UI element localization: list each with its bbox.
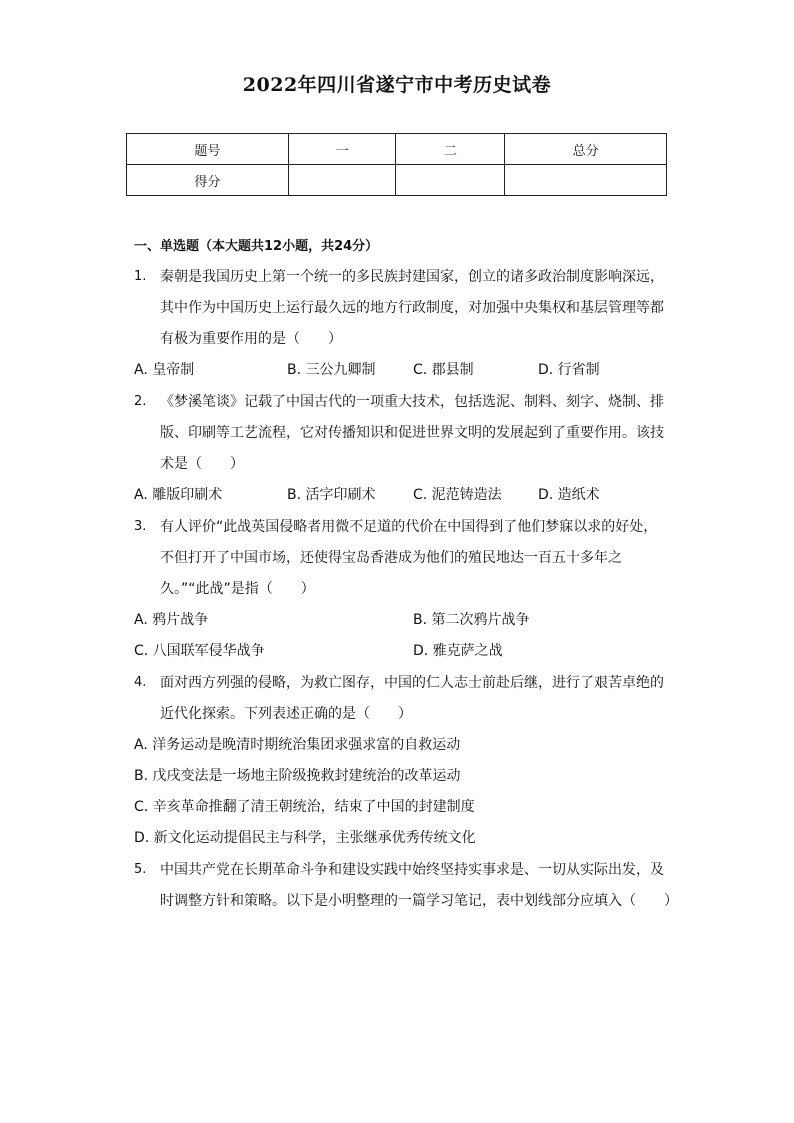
- score-table-header-cell: 题号: [127, 134, 289, 165]
- question-number: 3.: [134, 519, 147, 534]
- score-table-empty-cell: [396, 165, 505, 196]
- score-table-empty-cell: [505, 165, 667, 196]
- question-text-line: 有极为重要作用的是（ ）: [160, 331, 342, 347]
- answer-option: B. 第二次鸦片战争: [413, 612, 530, 628]
- question-text-line: 《梦溪笔谈》记载了中国古代的一项重大技术，包括选泥、制料、刻字、烧制、排: [160, 394, 664, 410]
- answer-option: D. 雅克萨之战: [413, 643, 503, 659]
- question-text-line: 术是（ ）: [160, 456, 244, 472]
- question-number: 5.: [134, 862, 147, 877]
- answer-option: B. 活字印刷术: [287, 487, 376, 503]
- answer-option: C. 泥范铸造法: [413, 487, 502, 503]
- question-text-line: 不但打开了中国市场，还使得宝岛香港成为他们的殖民地达一百五十多年之: [160, 550, 622, 566]
- question-text-line: 秦朝是我国历史上第一个统一的多民族封建国家，创立的诸多政治制度影响深远，: [160, 269, 664, 285]
- answer-option: C. 八国联军侵华战争: [134, 643, 265, 659]
- question-text-line: 面对西方列强的侵略，为救亡图存，中国的仁人志士前赴后继，进行了艰苦卓绝的: [160, 675, 664, 691]
- page-title: 2022年四川省遂宁市中考历史试卷: [242, 74, 552, 96]
- question-text-line: 近代化探索。下列表述正确的是（ ）: [160, 706, 412, 722]
- question-number: 2.: [134, 394, 147, 409]
- question-text-line: 中国共产党在长期革命斗争和建设实践中始终坚持实事求是、一切从实际出发，及: [160, 862, 664, 878]
- score-table-score-row: [127, 165, 667, 196]
- score-table-row-label: 得分: [127, 165, 289, 196]
- answer-option: A. 皇帝制: [134, 362, 195, 378]
- score-table-header-cell: 总分: [505, 134, 667, 165]
- answer-option: D. 新文化运动提倡民主与科学，主张继承优秀传统文化: [134, 830, 476, 846]
- question-text-line: 久。”“此战”是指（ ）: [160, 581, 315, 597]
- score-table-header-row: [127, 134, 667, 165]
- question-number: 1.: [134, 269, 147, 284]
- answer-option: D. 造纸术: [538, 487, 600, 503]
- question-number: 4.: [134, 675, 147, 690]
- answer-option: D. 行省制: [538, 362, 600, 378]
- section-heading: 一、单选题（本大题共12小题，共24分）: [134, 239, 379, 254]
- question-text-line: 时调整方针和策略。以下是小明整理的一篇学习笔记，表中划线部分应填入（ ）: [160, 893, 678, 909]
- question-text-line: 版、印刷等工艺流程，它对传播知识和促进世界文明的发展起到了重要作用。该技: [160, 425, 664, 441]
- score-table-header-cell: 一: [288, 134, 396, 165]
- answer-option: A. 洋务运动是晚清时期统治集团求强求富的自救运动: [134, 737, 461, 753]
- answer-option: A. 鸦片战争: [134, 612, 209, 628]
- question-text-line: 有人评价“此战英国侵略者用微不足道的代价在中国得到了他们梦寐以求的好处，: [160, 519, 658, 535]
- answer-option: C. 辛亥革命推翻了清王朝统治，结束了中国的封建制度: [134, 799, 475, 815]
- score-table-header-cell: 二: [396, 134, 505, 165]
- answer-option: C. 郡县制: [413, 362, 474, 378]
- score-table-empty-cell: [288, 165, 396, 196]
- question-text-line: 其中作为中国历史上运行最久远的地方行政制度，对加强中央集权和基层管理等都: [160, 300, 664, 316]
- answer-option: B. 戊戌变法是一场地主阶级挽救封建统治的改革运动: [134, 768, 461, 784]
- answer-option: A. 雕版印刷术: [134, 487, 223, 503]
- answer-option: B. 三公九卿制: [287, 362, 376, 378]
- score-table: [126, 133, 667, 196]
